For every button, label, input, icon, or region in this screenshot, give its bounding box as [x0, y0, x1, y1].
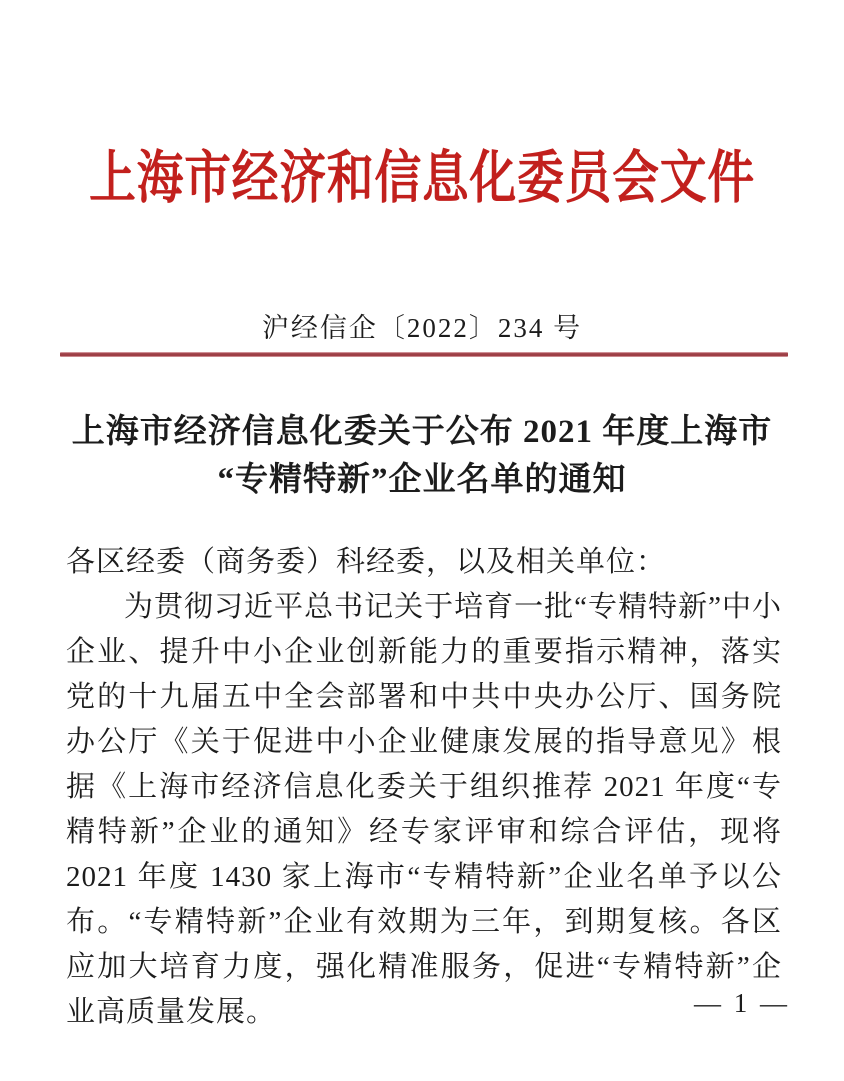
- document-number: 沪经信企〔2022〕234 号: [261, 313, 583, 343]
- salutation-line: 各区经委（商务委）科经委，以及相关单位：: [66, 546, 667, 578]
- notice-body: [66, 540, 782, 1035]
- notice-title: [0, 408, 844, 504]
- letterhead-title: 上海市经济和信息化委员会文件: [89, 147, 755, 210]
- body-paragraph: 为贯彻习近平总书记关于培育一批“专精特新”中小企业、提升中小企业创新能力的重要指示精神，落实党的十九届五中全会部署和中共中央办公厅、国务院办公厅《关于促进中小企业健康发展的指导意见》根据《上海市经济信息化委关于组织推荐 2021 年度“专精特新”企业的通知》经专家评审和综合评估，现将 2021 年度 1430 家上海市“专精特新”企业名单予以公布。“专精特新”企业有效期为三年，到期复核。各区应加大培育力度，强化精准服务，促进“专精特新”企业高质量发展。: [66, 591, 782, 1028]
- notice-title-line-2: “专精特新”企业名单的通知: [217, 462, 627, 498]
- notice-title-line-1: 上海市经济信息化委关于公布 2021 年度上海市: [71, 414, 773, 450]
- red-divider-line: [60, 352, 788, 357]
- page-number: — 1 —: [694, 988, 790, 1018]
